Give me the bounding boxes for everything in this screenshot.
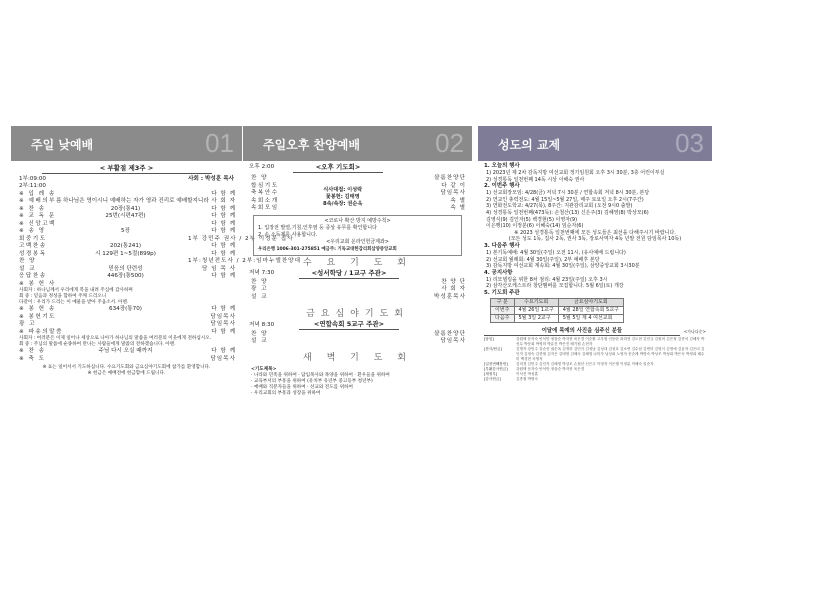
order-row bbox=[243, 330, 472, 338]
order-content: 시 129편 1~5절(899p) bbox=[95, 250, 156, 257]
offering-names: 강원택 문자숙 안석만 정을순 박자현 육은경 이순환 고우영 인동란 곽하현 김도현 김민규 김원미 김은정 김종석 김혜자 박선무 박문희 박영미 박유진 박은진 배기원 손현자 bbox=[516, 337, 705, 347]
s2-heading: 2. 이번주 행사 bbox=[484, 183, 520, 190]
order-person: 다 함 께 bbox=[211, 220, 236, 227]
offering-category: [재정부] bbox=[484, 372, 498, 377]
panel-header bbox=[243, 126, 472, 161]
offering-row bbox=[478, 347, 712, 362]
order-row bbox=[11, 213, 242, 221]
panel-header bbox=[11, 126, 242, 161]
dawn-title: 새 벽 기 도 회 bbox=[303, 353, 412, 364]
table-cell: 5월 3일 2교구 bbox=[514, 314, 558, 322]
order-person: 다 함 께 bbox=[211, 306, 236, 313]
panel-header bbox=[478, 126, 712, 161]
order-person: 담 임 목 사 bbox=[202, 265, 236, 272]
s5-heading: 5. 기도회 주관 bbox=[484, 289, 520, 296]
notice-box bbox=[253, 215, 462, 256]
account-info: 우리은행 1006-301-275851 예금주: 기독교대한감리회삼양중앙교회 bbox=[258, 246, 397, 252]
order-label: 광 고 bbox=[19, 321, 37, 328]
order-content: 주님 다시 오실 때까지 bbox=[98, 348, 153, 355]
order-label: 찬 양 bbox=[19, 258, 37, 265]
order-row bbox=[11, 265, 242, 273]
order-person: 속 별 bbox=[450, 197, 466, 204]
account-title: <우리교회 온라인헌금계좌> bbox=[325, 238, 390, 245]
duty-flower: 꽃봉헌: 김태영 bbox=[325, 194, 360, 200]
news-item: 3) 감독지방 여선교회 계속회: 4월 30일(주일), 삼양중앙교회 3시30분 bbox=[486, 263, 640, 270]
order-person: 담임목사 bbox=[210, 355, 236, 362]
order-label: 찬 양 bbox=[251, 330, 269, 337]
order-person: 다 함 께 bbox=[211, 213, 236, 220]
footnote: ※ 표는 일어서서 기도하십니다. 수요기도회와 금요심야기도회에 참가를 환영합니다. bbox=[42, 364, 211, 370]
order-label: 찬 양 bbox=[251, 175, 269, 182]
afternoon-panel bbox=[243, 126, 472, 471]
s4-heading: 4. 공지사항 bbox=[484, 269, 513, 276]
offering-category: [부활감사헌금] bbox=[484, 367, 508, 372]
order-person: 샬롬찬양단 bbox=[433, 175, 466, 182]
order-row bbox=[243, 279, 472, 287]
notice-item: 2. 손 소독제를 사용합니다. bbox=[258, 231, 318, 238]
order-person: 다 함 께 bbox=[211, 250, 236, 257]
panel-number: 03 bbox=[675, 128, 704, 158]
table-header: 금요심야기도회 bbox=[558, 298, 623, 306]
s3-heading: 3. 다음주 행사 bbox=[484, 242, 520, 249]
duty-group: 8속/속장: 권순옥 bbox=[323, 201, 363, 207]
friday-sub: <연합속회 5교구 주관> bbox=[299, 320, 399, 330]
order-row bbox=[243, 175, 472, 183]
offering-names: 김명자 강민주 강순산 권순옥 김귀하 김민식 김성남 김성대 김성호 김소연 김수남 김연미 김영식 김영애 김윤자 김은녀 김인자 김정숙 김종철 김지은 김태영 김혜숙 김혜영 나미자 남상희 노영자 문순례 박명숙 박상모 박성희 박은숙 박정희 배수미 백경현 서명자 bbox=[516, 347, 705, 362]
order-content: 202(통241) bbox=[109, 243, 142, 250]
panel-title: 주일오후 찬양예배 bbox=[263, 138, 360, 152]
news-item: 2) 성경통독 일천번째 14독 시상 이해숙 권사 bbox=[486, 176, 585, 183]
order-label: ※ 봉헌기도 bbox=[19, 313, 57, 320]
order-label: 속회소개 bbox=[251, 197, 279, 204]
order-person: 담임목사 bbox=[210, 321, 236, 328]
wednesday-sub: <성서학당 / 1교구 주관> bbox=[299, 269, 399, 279]
friday-title: 금요심야기도회 bbox=[306, 309, 409, 320]
order-label: 응답찬송 bbox=[19, 273, 47, 280]
order-person: 다 함 께 bbox=[211, 273, 236, 280]
order-label: 설 교 bbox=[251, 338, 269, 345]
order-label: 회중기도 bbox=[19, 235, 47, 242]
order-row bbox=[11, 280, 242, 288]
wednesday-time: 저녁 7:30 bbox=[249, 270, 275, 277]
order-label: 합심기도 bbox=[251, 182, 279, 189]
news-item: 2) 선교회 월례회: 4월 30일(주일), 2부 예배후 본당 bbox=[486, 256, 600, 263]
order-label: ※ 축 도 bbox=[19, 355, 46, 362]
order-row bbox=[11, 243, 242, 251]
order-label: ※ 예배의부름 bbox=[19, 198, 63, 205]
order-label: 성경봉독 bbox=[19, 250, 47, 257]
news-item: 1) 본기독예배: 4월 30일(주일) 오전 11시, (유사예배 드립니다) bbox=[486, 249, 626, 256]
order-row bbox=[11, 220, 242, 228]
offering-category: [일천번째봉헌] bbox=[484, 362, 508, 367]
table-cell: 4월 26일 1교구 bbox=[514, 306, 558, 314]
order-content: 446장(통500) bbox=[107, 273, 144, 280]
order-person: 다 함 께 bbox=[211, 205, 236, 212]
prayer-title: <기도제목> bbox=[251, 366, 277, 372]
order-label: 설 교 bbox=[251, 293, 269, 300]
duty-meal: 식사대접: 이성락 bbox=[323, 187, 363, 193]
offering-note: <가나다순> bbox=[683, 329, 706, 335]
order-content: 25번(시편47편) bbox=[105, 213, 146, 220]
order-label: 찬 양 bbox=[251, 278, 269, 285]
order-person: 찬 양 단 bbox=[441, 278, 466, 285]
order-row bbox=[243, 294, 472, 302]
order-content: 믿음의 단련성 bbox=[108, 265, 143, 272]
preacher: 사회 : 박성훈 목사 bbox=[188, 176, 234, 182]
order-row bbox=[11, 258, 301, 266]
table-row bbox=[491, 306, 624, 314]
table-header: 구 분 bbox=[491, 298, 515, 306]
order-label: 속회모임 bbox=[251, 205, 279, 212]
sending-response: 사회자 : 여러분은 이제 일어나 세상으로 나아가 하나님의 말씀을 여러분의 이웃에게 전하십시오. bbox=[19, 335, 212, 341]
time-1: 1부:09:00 bbox=[19, 176, 46, 182]
order-label: ※ 찬 송 bbox=[19, 348, 46, 355]
order-person: 담임목사 bbox=[210, 313, 236, 320]
order-row bbox=[11, 205, 242, 213]
order-row bbox=[11, 190, 242, 198]
order-person: 담임목사 bbox=[440, 190, 466, 197]
s2-note: ※ 2023 성경통독 일천번째에 모든 성도들은 최선을 다해주시기 바랍니다. bbox=[514, 229, 676, 236]
time-2: 2부:11:00 bbox=[19, 183, 46, 190]
news-item: 2) 삼각산오케스트라 창단맴버를 모집합니다. 5월 6일(토) 개강 bbox=[486, 283, 624, 290]
table-cell: 4월 28일 연합속회 5교구 bbox=[558, 306, 623, 314]
order-label: 축복안수 bbox=[251, 190, 279, 197]
fellowship-panel bbox=[478, 126, 712, 471]
order-person: 다 함 께 bbox=[211, 243, 236, 250]
prayer-item: · 예배와 직분자들을 위하여 · 선교와 전도를 위하여 bbox=[251, 384, 353, 390]
order-row bbox=[11, 328, 242, 336]
table-cell: 이번주 bbox=[491, 306, 515, 314]
order-row bbox=[11, 198, 242, 206]
footnote: ※ 헌금은 예배전에 헌금함에 드립니다. bbox=[87, 370, 166, 376]
order-row bbox=[11, 250, 242, 258]
section-subtitle: < 부활절 제3주 > bbox=[42, 164, 212, 174]
offering-response: 다같이 : 우리가 드리는 이 예물을 받아 주옵소서. 아멘. bbox=[19, 299, 129, 305]
offering-category: [감사헌금] bbox=[484, 377, 501, 382]
table-header: 수요기도회 bbox=[514, 298, 558, 306]
order-person: 담임목사 bbox=[440, 338, 466, 345]
order-person: 샬롬찬양단 bbox=[433, 330, 466, 337]
order-row bbox=[11, 348, 242, 356]
offering-names: 김미경 김민주 김인자 김혜영 박상모 손철산 신은주 이영자 이은행 이정분 이혜숙 임순자 bbox=[516, 362, 654, 367]
order-row bbox=[243, 338, 472, 346]
notice-item: 1. 입장전 발열,기침,인후염 등 증상 유무를 확인합니다 bbox=[258, 224, 377, 231]
order-row bbox=[11, 321, 242, 329]
order-row bbox=[11, 273, 242, 281]
offering-names: 이석진 박성훈 bbox=[516, 372, 538, 377]
order-row bbox=[11, 313, 242, 321]
order-label: ※ 봉 헌 사 bbox=[19, 280, 56, 287]
order-person: 사 회 자 bbox=[441, 286, 466, 293]
table-cell: 다음주 bbox=[491, 314, 515, 322]
order-content: 5장 bbox=[121, 228, 130, 235]
news-item: 1) 선교회장모임: 4/28(금) 저녁 7시 30분 / 연합속회 저녁 8시 30분, 본당 bbox=[486, 190, 650, 197]
order-person: 다 같 이 bbox=[441, 182, 466, 189]
panel-number: 02 bbox=[435, 128, 464, 158]
order-label: ※ 교 독 문 bbox=[19, 213, 56, 220]
order-row bbox=[243, 286, 472, 294]
order-person: 다 함 께 bbox=[211, 228, 236, 235]
order-label: ※ 입 례 송 bbox=[19, 190, 56, 197]
offering-title: 이달에 목예의 사진을 심주신 분들 bbox=[484, 328, 680, 336]
order-person: 다 함 께 bbox=[211, 190, 236, 197]
prayer-item: · 나라와 민족을 위하여 · 담임목사와 목양을 위하여 · 환우들을 위하여 bbox=[251, 372, 390, 378]
prayer-item: · 교육부서의 부흥을 위하여 (유치부 유년부 중고등부 청년부) bbox=[251, 378, 373, 384]
order-person: 속 별 bbox=[450, 205, 466, 212]
news-item: 2) 연교인 총력전도: 4월 15일~5월 27일, 매주 토요일 오후 2시(7주간) bbox=[486, 196, 644, 203]
order-person: 1부:청년전도사 / 2부:임마누엘찬양대 bbox=[188, 258, 301, 265]
news-item: 3) 연화전도학교: 4/27(목), 8주간: 지관감리교회 (오전 9시0 출발) bbox=[486, 203, 633, 210]
order-label: 광 고 bbox=[251, 286, 269, 293]
order-content: 634장(통70) bbox=[109, 306, 142, 313]
wednesday-title: 수 요 기 도 회 bbox=[303, 257, 412, 268]
offering-names: 강원택 문자숙 안석만 정을순 박자현 육은경 bbox=[516, 367, 585, 372]
friday-time: 저녁 8:30 bbox=[249, 321, 275, 328]
order-person: 다 함 께 bbox=[211, 348, 236, 355]
news-item: 김영식(9) 김인자(5) 백경현(5) 이영자(9) bbox=[486, 216, 578, 223]
order-person: 박성훈목사 bbox=[433, 293, 466, 300]
order-person: 1부 강민주 권사 / 2부 이정분 집사 bbox=[188, 235, 294, 242]
news-item: 1) 리모델링을 위한 8차 점리: 4월 23일(주일) 오후 3시 bbox=[486, 276, 608, 283]
news-item: 4) 성경통독 일천번째(473독): 손철산(13) 신은주(3) 김혜영(8) 박상모(6) bbox=[486, 209, 649, 216]
order-content: 하나님은 영이시니 예배하는 자가 영과 진리로 예배할지니라 bbox=[62, 198, 209, 205]
offering-row bbox=[478, 377, 712, 382]
order-row bbox=[11, 355, 242, 363]
order-content: 20장(통41) bbox=[110, 205, 141, 212]
order-label: ※ 송 영 bbox=[19, 228, 46, 235]
offering-names: 김종철 박명숙 bbox=[516, 377, 538, 382]
offering-row bbox=[478, 337, 712, 347]
offering-category: [찬사/헌금] bbox=[484, 347, 502, 352]
news-item: 이은행(10) 이정분(6) 이혜숙(14) 임순자(6) bbox=[486, 223, 584, 230]
order-row bbox=[11, 228, 242, 236]
order-person: 사 회 자 bbox=[211, 198, 236, 205]
afternoon-time: 오후 2:00 bbox=[249, 164, 275, 171]
table-row bbox=[491, 314, 624, 322]
order-label: 설 교 bbox=[19, 265, 37, 272]
news-item: 1) 2023년 제 2차 감독지방 여선교회 정기임원회 오후 3시 30분, 3층 어린이부실 bbox=[486, 170, 665, 176]
s2-note2: (모든 성도 1독, 집사 2독, 권사 3독, 장로사역자 4독 년말 전원 담임목사 10독) bbox=[508, 236, 682, 243]
panel-title: 성도의 교제 bbox=[498, 138, 561, 152]
section-subtitle: <오후 기도회> bbox=[293, 163, 383, 173]
offering-response: 회 중 : 믿음과 정성을 합하여 주께 드리오니 bbox=[19, 293, 107, 299]
offering-response: 사회자 : 하나님께서 우리에게 복을 내려 주심에 감사하며 bbox=[19, 287, 133, 293]
order-row bbox=[11, 306, 242, 314]
order-label: 고백찬송 bbox=[19, 243, 47, 250]
order-row bbox=[11, 235, 294, 243]
order-label: ※ 찬 송 bbox=[19, 205, 46, 212]
order-label: ※ 신앙고백 bbox=[19, 220, 57, 227]
panel-number: 01 bbox=[205, 128, 234, 158]
s1-heading: 1. 오늘의 행사 bbox=[484, 163, 520, 169]
notice-title: <코로나 확산 방지 예방수칙> bbox=[324, 217, 391, 224]
prayer-item: · 우리교회의 부흥과 성장을 위하여 bbox=[251, 390, 321, 396]
order-label: ※ 봉 헌 송 bbox=[19, 306, 56, 313]
prayer-schedule-table bbox=[490, 298, 624, 323]
order-person: 다 함 께 bbox=[211, 328, 236, 335]
offering-category: [담임] bbox=[484, 337, 494, 342]
sending-response: 회 중 : 주님의 말씀에 순종하여 만나는 사람들에게 말씀의 전하겠습니다. 아멘. bbox=[19, 341, 176, 347]
table-cell: 5월 5일 제 4 여선교회 bbox=[558, 314, 623, 322]
order-label: ※ 파송의말씀 bbox=[19, 328, 63, 335]
panel-title: 주일 낮예배 bbox=[31, 138, 94, 152]
